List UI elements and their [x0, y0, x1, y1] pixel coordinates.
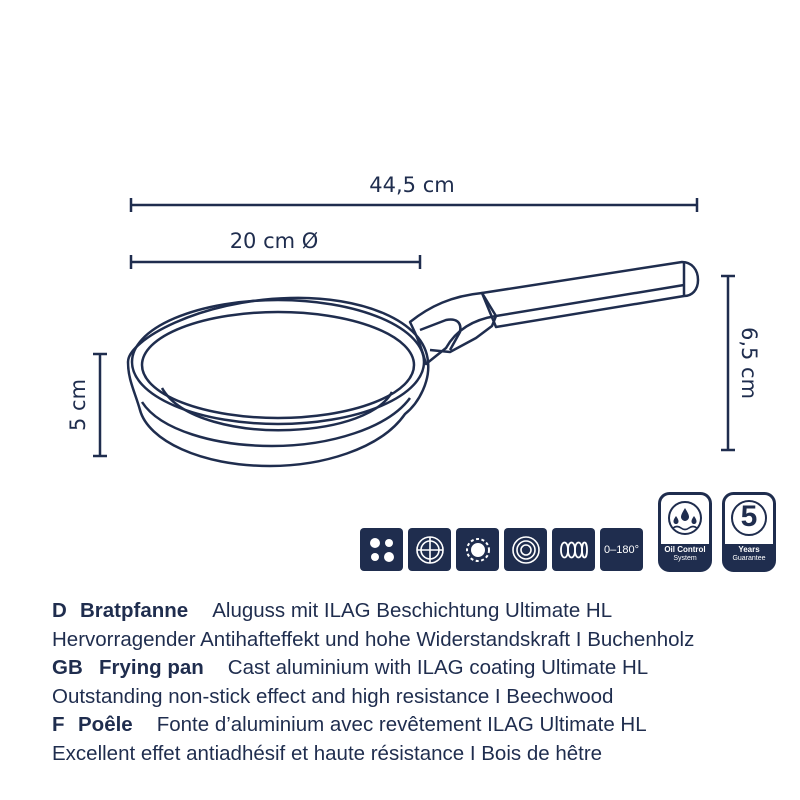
language-code-gb: GB: [52, 656, 83, 680]
diameter-dimension: [131, 255, 420, 269]
oil-control-badge: [658, 492, 712, 572]
guarantee-years-label: Years: [738, 545, 760, 554]
description-gb-text2: Outstanding non-stick effect and high resistance I Beechwood: [52, 684, 614, 708]
language-code-fr: F: [52, 713, 65, 737]
oil-control-subtitle: System: [673, 555, 697, 562]
product-descriptions: [52, 597, 792, 769]
handle-height-dimension: [721, 276, 735, 450]
pan-drawing: [128, 262, 698, 466]
description-fr-text1: Fonte d’aluminium avec revêtement ILAG Ultimate HL: [156, 713, 647, 737]
description-fr-line1: [52, 711, 792, 740]
pan-height-dimension: [93, 354, 107, 456]
language-code-de: D: [52, 599, 67, 622]
description-gb-text1: Cast aluminium with ILAG coating Ultimate HL: [227, 656, 649, 680]
description-gb-line1: [52, 654, 792, 683]
induction-icon: [552, 528, 595, 571]
product-name-de: Bratpfanne: [80, 599, 189, 622]
cooktop-icons: [360, 528, 643, 571]
description-de-line1: [52, 597, 792, 626]
guarantee-badge: [722, 492, 776, 572]
ceramic-hob-icon: [360, 528, 403, 571]
halogen-icon: [504, 528, 547, 571]
description-de-text1: Aluguss mit ILAG Beschichtung Ultimate HL: [212, 599, 613, 622]
product-name-gb: Frying pan: [99, 656, 204, 680]
diameter-label: 20 cm Ø: [229, 229, 319, 253]
guarantee-years-number: 5: [740, 500, 758, 533]
oven-temperature-label: 0–180°: [604, 543, 639, 556]
guarantee-label: Guarantee: [732, 555, 766, 562]
electric-plate-icon: [408, 528, 451, 571]
oil-control-title: Oil Control: [664, 545, 706, 554]
description-fr-text2: Excellent effet antiadhésif et haute résistance I Bois de hêtre: [52, 741, 603, 765]
total-length-label: 44,5 cm: [369, 173, 455, 197]
description-de-text2: Hervorragender Antihafteffekt und hohe Widerstandskraft I Buchenholz: [52, 627, 695, 651]
product-name-fr: Poêle: [78, 713, 133, 737]
oven-temperature-icon: [600, 528, 643, 571]
total-length-dimension: [131, 198, 697, 212]
gas-icon: [456, 528, 499, 571]
handle-height-label: 6,5 cm: [737, 326, 761, 400]
pan-height-label: 5 cm: [66, 378, 90, 432]
